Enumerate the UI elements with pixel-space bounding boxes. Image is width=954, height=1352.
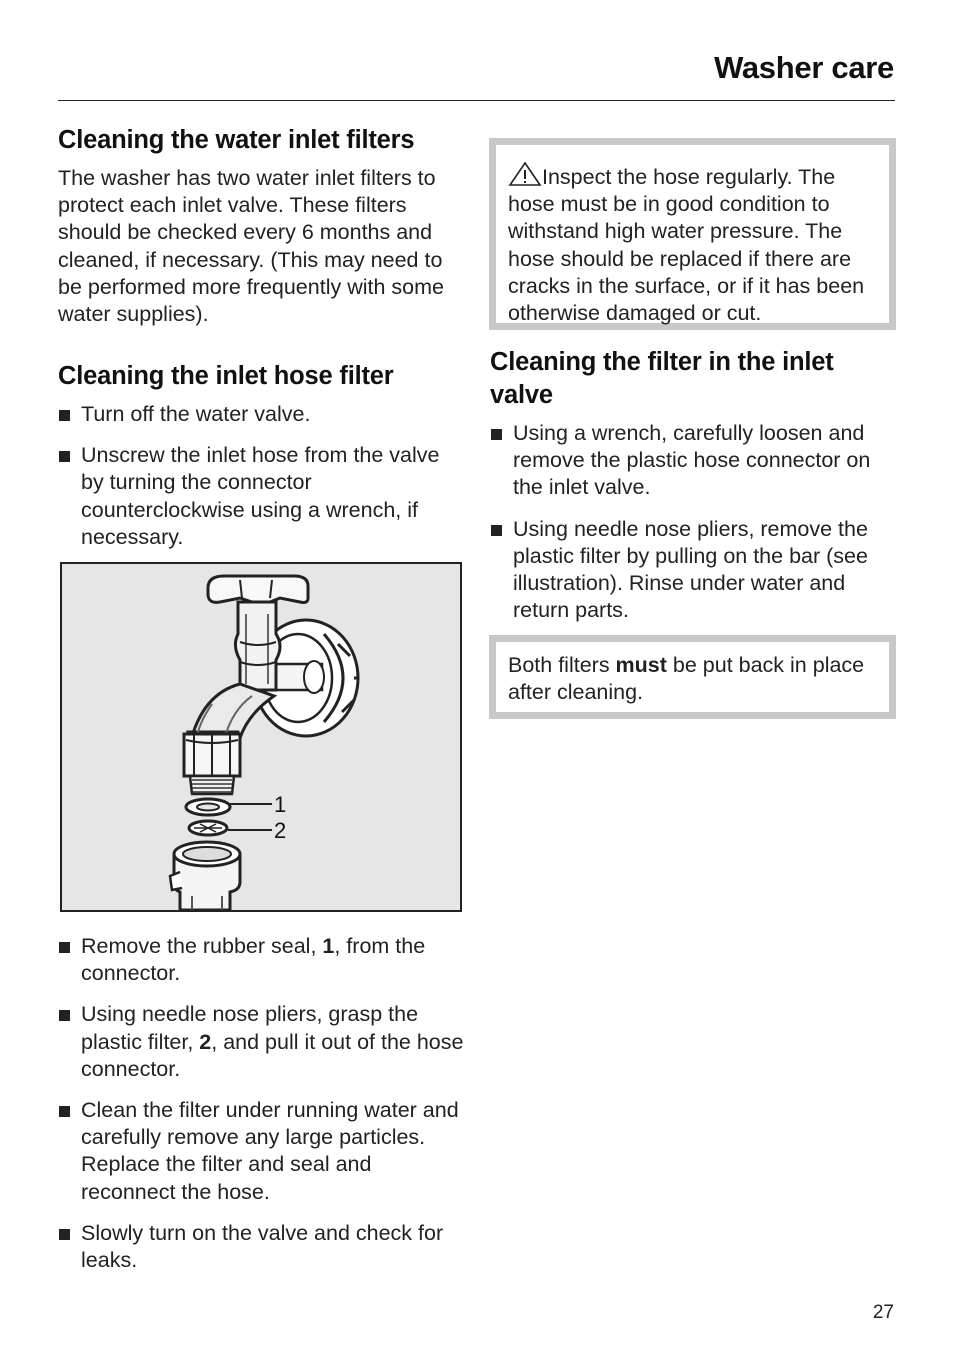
bullet-square-icon xyxy=(59,1010,70,1021)
note-box: Both filters must be put back in place after cleaning. xyxy=(489,635,896,719)
list-item: Using needle nose pliers, grasp the plastic filter, 2, and pull it out of the hose connector. xyxy=(58,1001,468,1083)
figure-label-1: 1 xyxy=(274,792,287,817)
page-title: Washer care xyxy=(714,50,894,85)
list-item: Remove the rubber seal, 1, from the connector. xyxy=(58,933,468,987)
list-item: Unscrew the inlet hose from the valve by turning the connector counterclockwise using a wrench, if necessary. xyxy=(58,442,468,551)
list-item: Using a wrench, carefully loosen and remove the plastic hose connector on the inlet valve. xyxy=(490,420,898,502)
list-item: Using needle nose pliers, remove the plastic filter by pulling on the bar (see illustration). Rinse under water and return parts. xyxy=(490,516,898,625)
faucet-drawing xyxy=(62,564,460,910)
hose-filter-steps-continued xyxy=(58,933,468,1288)
steps-list xyxy=(58,933,468,1274)
faucet-illustration xyxy=(60,562,462,912)
list-item: Slowly turn on the valve and check for leaks. xyxy=(58,1220,468,1274)
section-heading: Cleaning the filter in the inlet valve xyxy=(490,348,834,409)
hex-nut-icon xyxy=(184,734,240,776)
warning-text: Inspect the hose regularly. The hose must be in good condition to withstand high water pressure. The hose should be replaced if there are cracks in the surface, or if it has been otherwise damaged or cut. xyxy=(508,165,865,326)
list-item: Clean the filter under running water and carefully remove any large particles. Replace the filter and seal and reconnect the hose. xyxy=(58,1097,468,1206)
bullet-square-icon xyxy=(59,1229,70,1240)
bullet-square-icon xyxy=(59,451,70,462)
faucet-handle-icon xyxy=(208,576,308,603)
warning-triangle-icon xyxy=(508,161,542,187)
section-heading: Cleaning the water inlet filters xyxy=(58,126,415,154)
section-filter-in-inlet-valve xyxy=(490,346,898,638)
section-water-inlet-filters xyxy=(58,124,468,328)
bullet-square-icon xyxy=(59,942,70,953)
bullet-square-icon xyxy=(59,1106,70,1117)
plastic-filter-icon xyxy=(189,821,227,835)
steps-list xyxy=(58,401,468,551)
warning-box xyxy=(489,138,896,330)
bullet-square-icon xyxy=(491,429,502,440)
header-divider xyxy=(58,100,895,101)
section-body: The washer has two water inlet filters to protect each inlet valve. These filters should be checked every 6 months and cleaned, if necessary. (This may need to be performed more frequently with some water supplies). xyxy=(58,166,444,327)
list-item: Turn off the water valve. xyxy=(58,401,468,428)
steps-list xyxy=(490,420,898,624)
page-number: 27 xyxy=(872,1302,894,1323)
rubber-seal-icon xyxy=(186,799,230,815)
section-heading: Cleaning the inlet hose filter xyxy=(58,362,394,390)
section-inlet-hose-filter xyxy=(58,360,468,565)
hose-connector-icon xyxy=(170,842,240,910)
bullet-square-icon xyxy=(491,525,502,536)
emphasis-must: must xyxy=(615,653,667,677)
bullet-square-icon xyxy=(59,410,70,421)
figure-label-2: 2 xyxy=(274,818,287,843)
